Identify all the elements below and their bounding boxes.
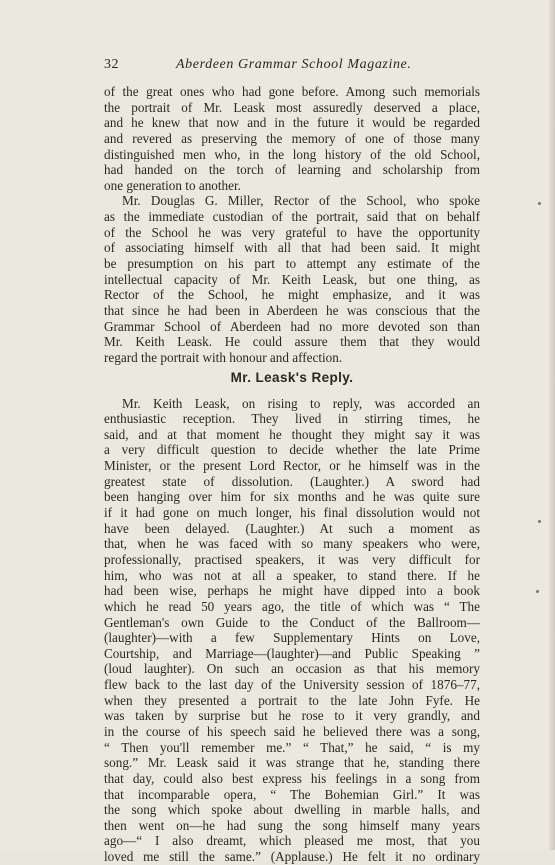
text-line: had been wise, perhaps he might have dipped into a book bbox=[104, 583, 480, 599]
paragraph-1 bbox=[104, 84, 480, 193]
text-line: be presumption on his part to attempt any estimate of the bbox=[104, 256, 480, 272]
text-line: which he read 50 years ago, the title of which was “ The bbox=[104, 598, 480, 614]
paper-speck bbox=[538, 202, 541, 205]
text-line: that incomparable opera, “ The Bohemian Girl.” It was bbox=[104, 786, 480, 802]
text-line: enthusiastic reception. They lived in stirring times, he bbox=[104, 411, 480, 427]
text-line: (laughter)—with a few Supplementary Hints on Love, bbox=[104, 630, 480, 646]
text-line: said, and at that moment he thought they might say it was bbox=[104, 426, 480, 442]
text-line: intellectual capacity of Mr. Keith Leask, but one thing, as bbox=[104, 271, 480, 287]
text-line: him, who was not at all a speaker, to stand there. If he bbox=[104, 567, 480, 583]
text-line: (loud laughter). On such an occasion as that his memory bbox=[104, 661, 480, 677]
text-line: that day, could also best express his feelings in a song from bbox=[104, 770, 480, 786]
text-line: ago—“ I also dreamt, which pleased me most, that you bbox=[104, 833, 480, 849]
text-line: that, when he was faced with so many speakers who were, bbox=[104, 536, 480, 552]
text-line: then went on—he had sung the song himself many years bbox=[104, 817, 480, 833]
text-line: the portrait of Mr. Leask most assuredly deserved a place, bbox=[104, 99, 480, 115]
text-line: and he knew that now and in the future it would be regarded bbox=[104, 115, 480, 131]
text-line: have been delayed. (Laughter.) At such a moment as bbox=[104, 520, 480, 536]
text-line: of the great ones who had gone before. Among such memorials bbox=[104, 84, 480, 99]
running-head: Aberdeen Grammar School Magazine. bbox=[176, 57, 412, 72]
text-line: Mr. Keith Leask. He could assure them that they would bbox=[104, 334, 480, 350]
page-spine-shadow bbox=[549, 0, 555, 850]
text-line: professionally, practised speakers, it was very difficult for bbox=[104, 551, 480, 567]
page-number: 32 bbox=[104, 57, 119, 72]
text-line: that since he had been in Aberdeen he was conscious that the bbox=[104, 302, 480, 318]
page-header bbox=[104, 57, 480, 77]
text-line: in the course of his speech said he believed there was a song, bbox=[104, 723, 480, 739]
text-line: Mr. Keith Leask, on rising to reply, was accorded an bbox=[122, 395, 480, 411]
article-body bbox=[104, 84, 480, 865]
text-line: was taken by surprise but he rose to it very grandly, and bbox=[104, 708, 480, 724]
text-line: Gentleman's own Guide to the Conduct of the Ballroom— bbox=[104, 614, 480, 630]
paper-speck bbox=[538, 520, 541, 523]
text-line: Grammar School of Aberdeen had no more devoted son than bbox=[104, 318, 480, 334]
text-line: distinguished men who, in the long history of the old School, bbox=[104, 146, 480, 162]
section-heading: Mr. Leask's Reply. bbox=[230, 369, 354, 385]
text-line: a very difficult question to decide whether the late Prime bbox=[104, 442, 480, 458]
text-line: had handed on the torch of learning and scholarship from bbox=[104, 162, 480, 178]
text-line: Courtship, and Marriage—(laughter)—and Public Speaking ” bbox=[104, 645, 480, 661]
text-line: the song which spoke about dwelling in marble halls, and bbox=[104, 802, 480, 818]
paragraph-3 bbox=[104, 396, 480, 865]
text-line: loved me still the same.” (Applause.) He felt it no ordinary bbox=[104, 849, 480, 865]
text-line: of the School he was very grateful to have the opportunity bbox=[104, 224, 480, 240]
paragraph-2 bbox=[104, 193, 480, 365]
text-line: if it had gone on much longer, his final dissolution would not bbox=[104, 505, 480, 521]
text-line: greatest state of dissolution. (Laughter.) A sword had bbox=[104, 473, 480, 489]
text-line: flew back to the last day of the University session of 1876–77, bbox=[104, 677, 480, 693]
text-line: Minister, or the present Lord Rector, or he himself was in the bbox=[104, 458, 480, 474]
text-line: when they presented a portrait to the late John Fyfe. He bbox=[104, 692, 480, 708]
paper-speck bbox=[536, 590, 539, 593]
text-line: regard the portrait with honour and affection. bbox=[104, 349, 343, 365]
text-line: as the immediate custodian of the portrait, said that on behalf bbox=[104, 209, 480, 225]
text-line: Rector of the School, he might emphasize, and it was bbox=[104, 287, 480, 303]
text-line: “ Then you'll remember me.” “ That,” he said, “ is my bbox=[104, 739, 480, 755]
text-line: song.” Mr. Leask said it was strange that he, standing there bbox=[104, 755, 480, 771]
text-line: one generation to another. bbox=[104, 177, 241, 193]
text-line: and revered as preserving the memory of one of those many bbox=[104, 130, 480, 146]
text-line: of associating himself with all that had been said. It might bbox=[104, 240, 480, 256]
text-line: been hanging over him for six months and he was quite sure bbox=[104, 489, 480, 505]
text-line: Mr. Douglas G. Miller, Rector of the School, who spoke bbox=[122, 193, 480, 209]
